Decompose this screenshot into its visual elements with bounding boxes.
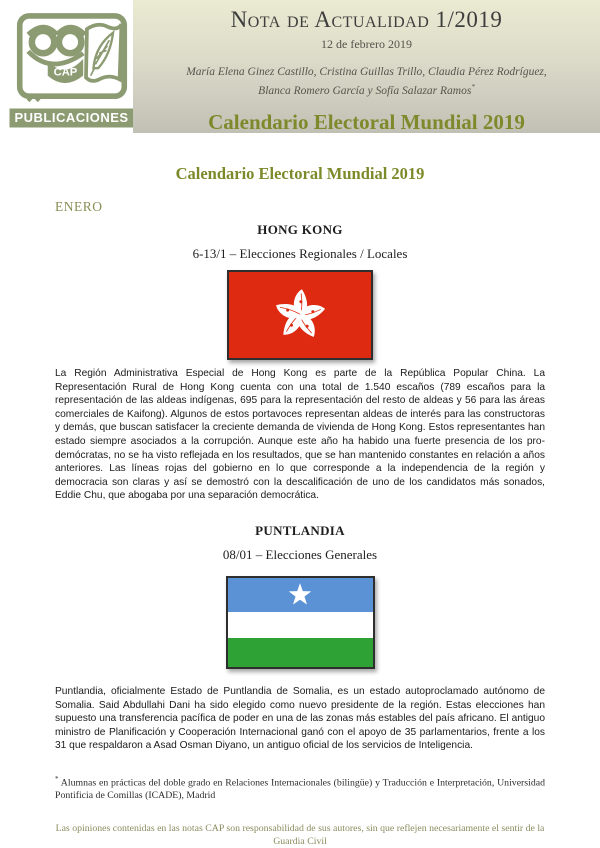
page-header — [0, 0, 600, 133]
document-body — [0, 163, 600, 848]
authors-footnote-mark: * — [471, 83, 475, 91]
section-paragraph: La Región Administrativa Especial de Hong Kong es parte de la República Popular China. La Representación Rural de Hong Kong cuenta con una total de 1.540 escaños (789 escaños para la representación de las aldeas indígenas, 695 para la representación del resto de aldeas y 56 para las áreas comerciales de Kaifong). Algunos de estos portavoces representan aldeas de interés para las constructoras y demás, que buscan satisfacer la creciente demanda de vivienda de Hong Kong. Estos representantes han estado siempre asociados a la corrupción. Aunque este año ha habido una fuerte presencia de los pro-demócratas, no se ha visto reflejada en los resultados, que se han mantenido constantes en relación a años anteriores. Las líneas rojas del gobierno en lo que corresponde a la independencia de la región y democracia son claras y así se demostró con la descalificación de uno de los candidatos más sonados, Eddie Chu, que abogaba por una separación democrática. — [55, 368, 545, 502]
authors-line1: María Elena Ginez Castillo, Cristina Guillas Trillo, Claudia Pérez Rodríguez, — [186, 66, 547, 78]
month-heading: ENERO — [55, 199, 103, 214]
footnote-mark: * — [55, 774, 59, 783]
banner-title: Calendario Electoral Mundial 2019 — [208, 109, 525, 134]
disclaimer: Las opiniones contenidas en las notas CAP son responsabilidad de sus autores, sin que reflejen necesariamente el sentir de la Guardia Civil — [55, 823, 545, 848]
header-band — [133, 0, 600, 133]
bauhinia-flower-icon — [268, 283, 332, 347]
section-hong-kong — [55, 223, 545, 503]
section-puntlandia — [55, 524, 545, 753]
puntland-flag — [226, 576, 375, 669]
cap-logo — [8, 9, 135, 129]
note-title: Nota de Actualidad 1/2019 — [230, 7, 503, 32]
white-star-icon — [287, 582, 313, 608]
note-date: 12 de febrero 2019 — [321, 37, 412, 51]
footnote-text: Alumnas en prácticas del doble grado en Relaciones Internacionales (bilingüe) y Traducción e Interpretación, Universidad Pontificia de Comillas (ICADE), Madrid — [55, 777, 545, 801]
hong-kong-flag — [227, 270, 373, 360]
authors-line2: Blanca Romero García y Sofía Salazar Ramos — [258, 84, 472, 97]
publicaciones-label: PUBLICACIONES — [8, 107, 135, 129]
authors — [133, 65, 600, 99]
flag-white-band — [228, 612, 373, 638]
main-title: Calendario Electoral Mundial 2019 — [175, 164, 425, 183]
country-heading: PUNTLANDIA — [255, 522, 345, 538]
cap-logo-text: CAP — [53, 66, 77, 79]
flag-container — [55, 270, 545, 360]
election-dateline: 6-13/1 – Elecciones Regionales / Locales — [192, 246, 408, 261]
footnote — [55, 773, 545, 802]
cap-owl-book-icon — [16, 9, 128, 105]
election-dateline: 08/01 – Elecciones Generales — [222, 546, 378, 562]
flag-container — [55, 576, 545, 669]
country-heading: HONG KONG — [257, 222, 343, 237]
flag-green-band — [228, 638, 373, 667]
section-paragraph: Puntlandia, oficialmente Estado de Puntlandia de Somalia, es un estado autoproclamado autónomo de Somalia. Said Abdullahi Dani ha sido elegido como nuevo presidente de la región. Estas elecciones han supuesto una transferencia pacífica de poder en una de las zonas más estables del país africano. El antiguo ministro de Planificación y Cooperación Internacional ganó con el apoyo de 35 parlamentarios, frente a los 31 que respaldaron a Asad Osman Diyano, un antiguo oficial de los servicios de Inteligencia. — [55, 685, 545, 752]
flag-blue-band — [228, 578, 373, 612]
